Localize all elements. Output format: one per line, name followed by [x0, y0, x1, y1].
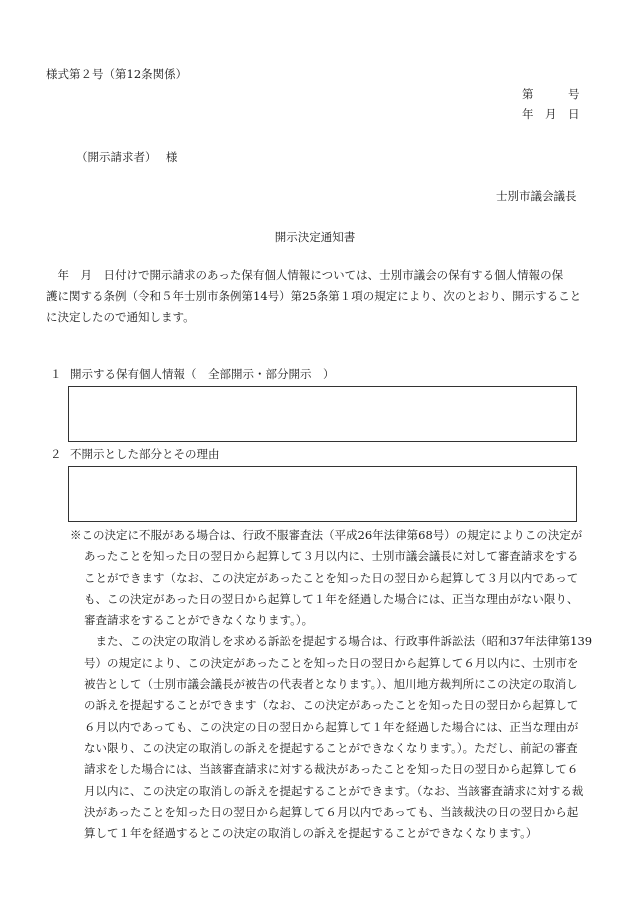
document-title: 開示決定通知書 — [274, 230, 356, 244]
note-line: 審査請求をすることができなくなります。）。 — [84, 613, 314, 628]
body-paragraph — [46, 265, 586, 328]
note-line: また、この決定の取消しを求める訴訟を提起する場合は、行政事件訴訟法（昭和37年法律第139 — [84, 634, 593, 649]
note-line: ６月以内であっても、この決定の日の翌日から起算して１年を経過した場合には、正当な理由が — [84, 719, 579, 734]
note-line: も、この決定があった日の翌日から起算して１年を経過した場合には、正当な理由がない限り、 — [84, 591, 579, 606]
note-line: ない限り、この決定の取消しの訴えを提起することができなくなります。）。ただし、前記の審査 — [84, 740, 578, 755]
issuer: 士別市議会議長 — [496, 189, 577, 203]
section-label: 開示する保有個人情報（ 全部開示・部分開示 ） — [70, 367, 335, 381]
body-line: 護に関する条例（令和５年士別市条例第14号）第25条第１項の規定により、次のとおり、開示すること — [46, 289, 582, 303]
note-line: 月以内に、この決定の取消しの訴えを提起することができます。（なお、当該審査請求に対する裁 — [84, 783, 584, 798]
document-number: 第 号 — [522, 87, 580, 101]
nondisclosed-reason-box — [68, 466, 577, 522]
note-line: 決があったことを知った日の翌日から起算して６月以内であっても、当該裁決の日の翌日から起 — [84, 804, 579, 819]
note-line: の訴えを提起することができます（なお、この決定があったことを知った日の翌日から起算して — [84, 698, 579, 713]
note-line: 請求をした場合には、当該審査請求に対する裁決があったことを知った日の翌日から起算して６ — [84, 762, 579, 777]
note-line: あったことを知った日の翌日から起算して３月以内に、士別市議会議長に対して審査請求をする — [84, 549, 579, 564]
recipient: （開示請求者） 様 — [76, 150, 178, 164]
section-nondisclosed-reason — [50, 446, 220, 462]
section-number: ２ — [50, 447, 62, 461]
body-line: に決定したので通知します。 — [46, 310, 195, 324]
note-line: 号）の規定により、この決定があったことを知った日の翌日から起算して６月以内に、士別市を — [84, 655, 579, 670]
form-label: 様式第２号（第12条関係） — [46, 67, 188, 81]
disclosed-info-box — [68, 386, 577, 442]
section-disclosed-info — [50, 366, 335, 382]
note-line: ※この決定に不服がある場合は、行政不服審査法（平成26年法律第68号）の規定によりこの決定が — [70, 528, 583, 542]
note-line: 算して１年を経過するとこの決定の取消しの訴えを提起することができなくなります。） — [84, 826, 538, 841]
body-line: 年 月 日付けで開示請求のあった保有個人情報については、士別市議会の保有する個人情報の保 — [46, 268, 564, 282]
appeal-note — [70, 525, 593, 844]
note-line: 被告として（士別市議会議長が被告の代表者となります。）、旭川地方裁判所にこの決定の取消し — [84, 677, 578, 692]
section-number: １ — [50, 367, 62, 381]
document-date: 年 月 日 — [522, 107, 580, 121]
note-line: ことができます（なお、この決定があったことを知った日の翌日から起算して３月以内であって — [84, 570, 579, 585]
section-label: 不開示とした部分とその理由 — [70, 447, 220, 461]
